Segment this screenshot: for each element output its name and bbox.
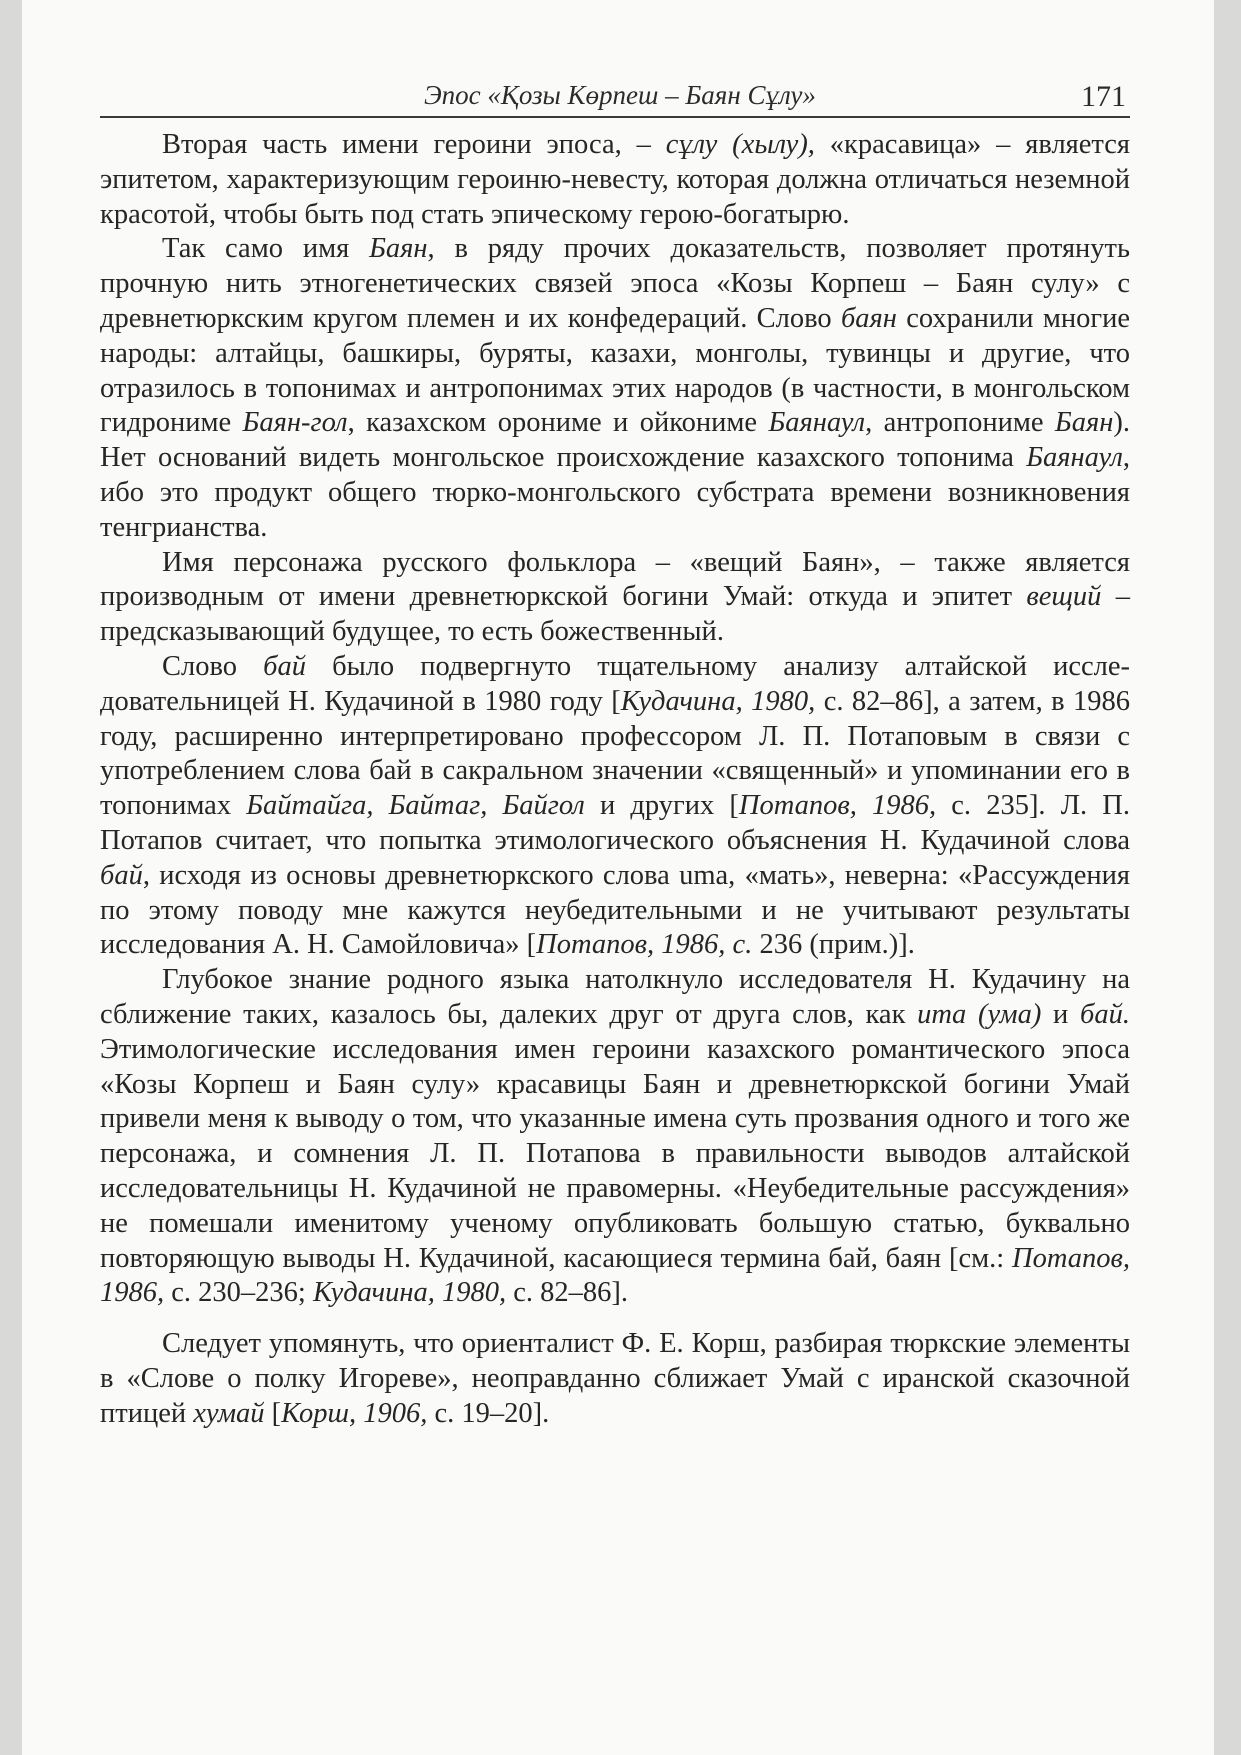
text-run: , ибо это продукт общего тюрко-монгольского субстрата времени возникновения тенгрианства. <box>100 442 1130 543</box>
italic-text: бай <box>100 859 143 891</box>
paragraph <box>100 963 1130 1311</box>
text-run: Глубокое знание родного языка натолкнуло исследователя Н. Кудачину на сближение таких, казалось бы, далеких друг от друга слов, как <box>100 964 1130 1030</box>
text-run: Слово <box>162 650 264 682</box>
paragraph <box>100 1327 1130 1431</box>
paragraph <box>100 232 1130 545</box>
page-number: 171 <box>1081 80 1126 113</box>
text-run: сохранили многие народы: алтайцы, башкиры, буряты, казахи, монголы, тувинцы и другие, что отразилось в топонимах и антропонимах этих народов (в частности, в монгольском гидрониме <box>100 302 1130 439</box>
italic-text: Корш, 1906, <box>281 1397 428 1429</box>
page-header <box>100 76 1130 118</box>
text-run: и <box>1041 998 1081 1030</box>
text-run: , антропониме <box>865 407 1055 439</box>
text-run: «красавица» – является эпитетом, характеризующим героиню-невесту, которая должна отличаться неземной красотой, чтобы быть под стать эпическому герою-богатырю. <box>100 129 1130 230</box>
text-run: Так само имя <box>162 233 370 265</box>
text-run: ). Нет оснований видеть монгольское происхождение казахского топонима <box>100 407 1130 474</box>
text-run: и других [ <box>584 790 739 822</box>
italic-text: Кудачина, 1980, <box>620 685 816 717</box>
text-run: 236 (прим.)]. <box>752 929 915 961</box>
text-run: Следует упомянуть, что ориенталист Ф. Е. Корш, разбирая тюркские элементы в «Слове о полку Игореве», неоправданно сближает Умай с иранской сказочной птицей <box>100 1328 1130 1429</box>
italic-text: Потапов, 1986, с. <box>536 929 753 961</box>
text-run: с. 82–86], а затем, в 1986 году, расширенно интерпретировано профессором Л. П. Потаповым в связи с употреблением слова бай в сакральном значении «священный» и упоминании его в топонимах <box>100 685 1131 822</box>
text-run: было подвергнуто тщательному анализу алтайской исследовательницей Н. Кудачиной в 1980 году [ <box>100 650 1130 717</box>
italic-text: сұлу (хылу), <box>665 129 815 160</box>
italic-text: Байтайга, Байтаг, Байгол <box>246 790 585 822</box>
italic-text: Баян <box>369 233 428 265</box>
italic-text: Кудачина, 1980, <box>312 1277 507 1309</box>
italic-text: бай. <box>1080 998 1130 1030</box>
paragraph <box>100 650 1130 963</box>
text-run: , исходя из основы древнетюркского слова uma, «мать», неверна: «Рассуждения по этому поводу мне кажутся неубедительными и не учитывают результаты исследования А. Н. Самойловича» [ <box>100 859 1130 961</box>
text-run: Вторая часть имени героини эпоса, – <box>162 129 666 160</box>
text-run: Имя персонажа русского фольклора – «вещий Баян», – также является производным от имени древнетюркской богини Умай: откуда и эпитет <box>100 546 1130 613</box>
italic-text: Баянаул <box>768 407 866 439</box>
text-run: – предсказывающий будущее, то есть божественный. <box>100 581 1131 648</box>
text-run: с. 19–20]. <box>427 1397 550 1429</box>
book-page <box>22 0 1214 1755</box>
text-run: Этимологические исследования имен героини казахского романтического эпоса «Козы Корпеш и Баян сулу» красавицы Баян и древнетюркской богини Умай привели меня к выводу о том, что указанные имена суть прозвания одного и того же персонажа, и сомнения Л. П. Потапова в правильности выводов алтайской исследовательницы Н. Кудачиной не правомерны. «Неубедительные рассуждения» не помешали именитому ученому опубликовать большую статью, буквально повторяющую выводы Н. Кудачиной, касающиеся термина бай, баян [см.: <box>100 1033 1130 1274</box>
text-run: с. 235]. Л. П. Потапов считает, что попытка этимологического объяснения Н. Кудачиной слова <box>100 790 1130 856</box>
running-title: Эпос «Қозы Көрпеш – Баян Сұлу» <box>424 80 816 110</box>
italic-text: вещий <box>1026 581 1102 613</box>
body-text <box>100 128 1130 1431</box>
paragraph <box>100 128 1130 232</box>
italic-text: Баянаул <box>1026 442 1123 474</box>
text-run: с. 230–236; <box>164 1277 313 1309</box>
italic-text: бай <box>263 650 306 682</box>
header-rule <box>100 116 1130 118</box>
italic-text: Потапов, 1986, <box>738 790 937 822</box>
text-run: [ <box>264 1397 282 1429</box>
italic-text: Баян <box>1054 407 1114 439</box>
italic-text: баян <box>840 302 897 334</box>
text-run: , в ряду прочих доказательств, позволяет протянуть прочную нить этногенетических связей эпоса «Козы Корпеш – Баян сулу» с древнетюркским кругом племен и их конфедераций. Слово <box>100 233 1131 334</box>
text-run: с. 82–86]. <box>506 1277 629 1309</box>
italic-text: хумай <box>193 1397 265 1429</box>
text-run: , казахском орониме и ойкониме <box>347 407 769 439</box>
paragraph <box>100 546 1130 650</box>
italic-text: Потапов, 1986, <box>100 1242 1130 1309</box>
italic-text: uma (ума) <box>917 998 1042 1030</box>
italic-text: Баян-гол <box>242 407 348 439</box>
